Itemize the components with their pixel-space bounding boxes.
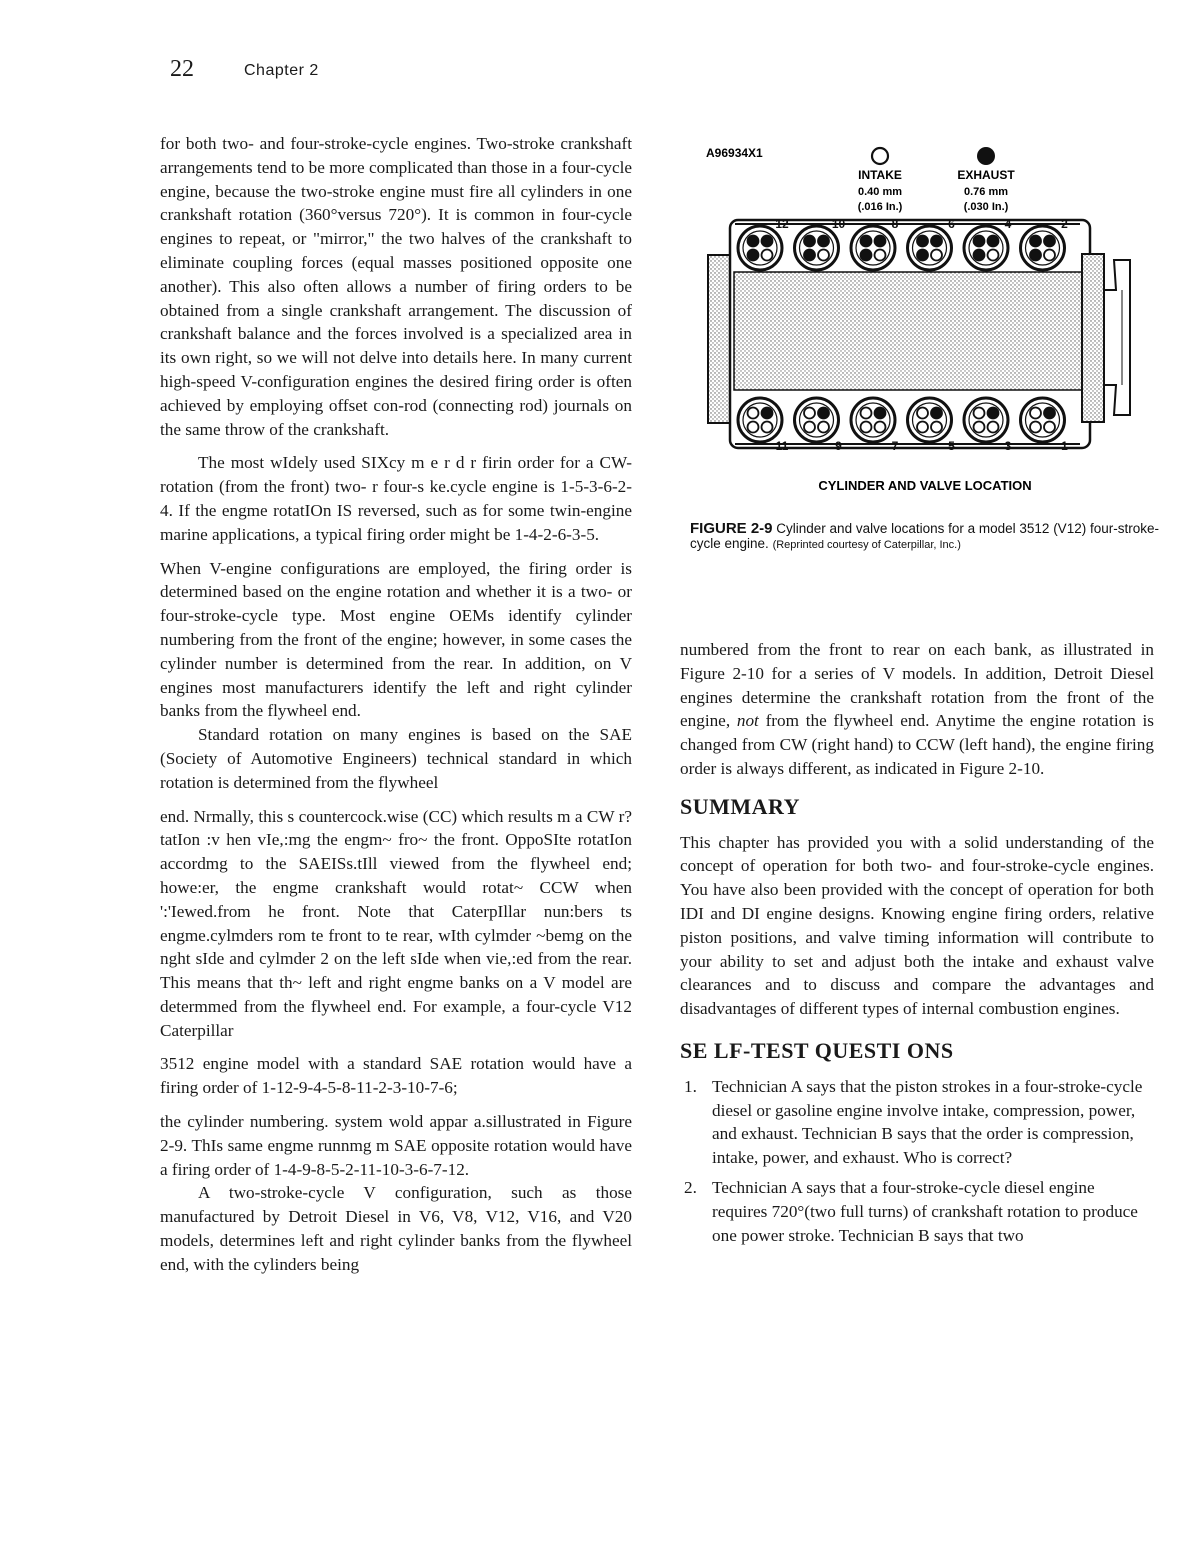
exhaust-valve <box>974 236 985 247</box>
bottom-cylinder-7 <box>851 398 895 442</box>
top-cylinder-number: 10 <box>831 217 846 231</box>
intake-valve <box>1044 250 1055 261</box>
question-item <box>680 1075 1154 1170</box>
exhaust-valve <box>861 236 872 247</box>
right-column <box>680 638 1154 1253</box>
left-paragraph-6: 3512 engine model with a standard SAE rotation would have a firing order of 1-12-9-4-5-8-11-2-3-10-7-6; <box>160 1054 632 1098</box>
exhaust-valve <box>931 236 942 247</box>
exhaust-valve <box>917 236 928 247</box>
left-paragraph-5: end. Nrmally, this s countercock.wise (CC) which results m a CW r?tatIon :v hen vIe,:mg the engm~ fro~ the front. OppoSIte rotatIon accordmg to the SAEISs.tIll viewed from the flywheel end; howe:er, the engme crankshaft would rotat~ CCW when ':'Iewed.from he front. Note that CaterpIllar nun:bers ts engme.cylmders rom te front to te rear, wIth cylmder ~bemg on the nght sIde and cylmder 2 on the left sIde when vie,:ed from the rear. This means that th~ left and right engme banks on a V model are determmed from the flywheel end. For example, a four-cycle V12 Caterpillar <box>160 806 632 1040</box>
top-cylinder-number: 8 <box>891 217 899 231</box>
intake-valve <box>875 422 886 433</box>
figure-2-9 <box>690 140 1160 560</box>
intake-valve <box>861 422 872 433</box>
summary-paragraph: This chapter has provided you with a solid understanding of the concept of operation for both two- and four-stroke-cycle engines. You have also been provided with the concept of operation for both IDI and DI engine designs. Knowing engine firing orders, relative piston positions, and valve timing information will contribute to your ability to set and adjust both the intake and exhaust valve clearances and to discuss and compare the advantages and disadvantages of different types of internal combustion engines. <box>680 832 1154 1019</box>
intake-valve <box>974 422 985 433</box>
intake-valve <box>1030 422 1041 433</box>
intake-valve-legend-icon <box>872 148 888 164</box>
intake-valve <box>917 422 928 433</box>
bottom-cylinder-3 <box>964 398 1008 442</box>
intake-valve <box>861 408 872 419</box>
exhaust-valve-legend-icon <box>977 147 995 165</box>
figure-code: A96934X1 <box>706 146 763 160</box>
right-paragraph-1: numbered from the front to rear on each bank, as illustrated in Figure 2-10 for a series of V models. In addition, Detroit Diesel engines determine the crankshaft rotation from the front of the engine, not from the flywheel end. Anytime the engine rotation is changed from CW (right hand) to CCW (left hand), the engine firing order is always different, as indicated in Figure 2-10. <box>680 640 1154 778</box>
bottom-cylinder-1 <box>1021 398 1065 442</box>
intake-mm: 0.40 mm <box>857 186 903 198</box>
self-test-questions <box>680 1075 1154 1248</box>
exhaust-valve <box>804 236 815 247</box>
intake-valve <box>988 422 999 433</box>
intake-valve <box>931 422 942 433</box>
bottom-cylinder-number: 9 <box>835 439 842 453</box>
exhaust-valve <box>762 408 773 419</box>
left-paragraph-2: The most wIdely used SIXcy m e r d r firin order for a CW-rotation (from the front) two- r four-s ke.cycle engine is 1-5-3-6-2-4. If the engme rotatIOn IS reversed, such as for some twin-engine marine applications, a typical firing order might be 1-4-2-6-3-5. <box>160 453 632 544</box>
top-cylinder-2 <box>1021 226 1065 270</box>
bottom-cylinder-number: 1 <box>1061 439 1068 453</box>
exhaust-valve <box>1044 236 1055 247</box>
bottom-cylinder-number: 5 <box>948 439 955 453</box>
intake-valve <box>1030 408 1041 419</box>
intake-valve <box>762 250 773 261</box>
top-cylinder-number: 6 <box>948 217 955 231</box>
exhaust-valve <box>974 250 985 261</box>
intake-valve <box>974 408 985 419</box>
intake-inches: (.016 In.) <box>857 201 903 213</box>
exhaust-valve <box>1044 408 1055 419</box>
exhaust-valve <box>1030 250 1041 261</box>
exhaust-mm: 0.76 mm <box>963 186 1009 198</box>
exhaust-valve <box>818 236 829 247</box>
exhaust-valve <box>818 408 829 419</box>
flywheel-shaft <box>1104 260 1130 415</box>
crankcase-center <box>734 272 1086 390</box>
exhaust-valve <box>861 250 872 261</box>
exhaust-label: EXHAUST <box>957 168 1015 182</box>
top-cylinder-12 <box>738 226 782 270</box>
question-item <box>680 1176 1154 1247</box>
left-paragraph-8: A two-stroke-cycle V configuration, such as those manufactured by Detroit Diesel in V6, V8, V12, V16, and V20 models, determines left and right cylinder banks from the flywheel end, with the cylinders being <box>160 1183 632 1274</box>
intake-label: INTAKE <box>858 168 902 182</box>
intake-valve <box>917 408 928 419</box>
top-cylinder-4 <box>964 226 1008 270</box>
engine-diagram <box>690 140 1160 510</box>
question-text: Technician A says that a four-stroke-cycle diesel engine requires 720°(two full turns) of crankshaft rotation to produce one power stroke. Technician B says that two <box>712 1177 1138 1245</box>
figure-caption-credit: (Reprinted courtesy of Caterpillar, Inc.) <box>772 539 961 551</box>
self-test-heading: SE LF-TEST QUESTI ONS <box>680 1037 954 1063</box>
question-number: 1. <box>684 1076 697 1096</box>
left-paragraph-7: the cylinder numbering. system wold appar a.sillustrated in Figure 2-9. ThIs same engme runnmg m SAE opposite rotation would have a firing order of 1-4-9-8-5-2-11-10-3-6-7-12. <box>160 1112 632 1179</box>
chapter-label: Chapter 2 <box>244 62 319 79</box>
left-paragraph-1: for both two- and four-stroke-cycle engines. Two-stroke crankshaft arrangements tend to be more complicated than those in a four-cycle engine, because the two-stroke engine must fire all cylinders in one crankshaft rotation (360°versus 720°). It is common in four-cycle engines to repeat, or "mirror," the two halves of the crankshaft to eliminate coupling forces (equal masses positioned opposite one another). This also often allows a number of firing orders to be obtained from a single crankshaft arrangement. The discussion of crankshaft balance and the forces involved is a specialized area in its own right, so we will not delve into details here. In many current high-speed V-configuration engines the desired firing order is often achieved by employing offset con-rod (connecting rod) journals on the same throw of the crankshaft. <box>160 134 632 439</box>
exhaust-valve <box>762 236 773 247</box>
figure-caption <box>690 521 1160 553</box>
bottom-cylinder-number: 3 <box>1004 439 1012 453</box>
left-paragraph-4: Standard rotation on many engines is based on the SAE (Society of Automotive Engineers) technical standard in which rotation is determined from the flywheel <box>160 725 632 792</box>
intake-valve <box>748 408 759 419</box>
question-text: Technician A says that the piston strokes in a four-stroke-cycle diesel or gasoline engine involve intake, compression, power, and exhaust. Technician B says that the order is compression, intake, power, and exhaust. Who is correct? <box>712 1076 1143 1168</box>
exhaust-valve <box>875 408 886 419</box>
intake-valve <box>804 422 815 433</box>
exhaust-valve <box>988 408 999 419</box>
left-column <box>160 132 632 1277</box>
intake-valve <box>931 250 942 261</box>
top-cylinder-6 <box>908 226 952 270</box>
figure-caption-text: Cylinder and valve locations for a model 3512 (V12) four-stroke-cycle engine. <box>690 521 1159 551</box>
intake-valve <box>748 422 759 433</box>
bottom-cylinder-9 <box>795 398 839 442</box>
top-cylinder-number: 12 <box>775 217 789 231</box>
bottom-cylinder-5 <box>908 398 952 442</box>
exhaust-valve <box>1030 236 1041 247</box>
emphasis-not: not <box>736 711 759 731</box>
summary-heading: SUMMARY <box>680 793 801 819</box>
intake-valve <box>988 250 999 261</box>
intake-valve <box>1044 422 1055 433</box>
top-cylinder-10 <box>795 226 839 270</box>
exhaust-inches: (.030 In.) <box>963 201 1009 213</box>
intake-valve <box>818 250 829 261</box>
top-cylinder-number: 2 <box>1061 217 1068 231</box>
rear-housing <box>1082 254 1104 422</box>
bottom-cylinder-11 <box>738 398 782 442</box>
question-number: 2. <box>684 1177 697 1197</box>
left-paragraph-3: When V-engine configurations are employed, the firing order is determined based on the engine rotation and whether it is a two- or four-stroke-cycle type. Most engine OEMs identify cylinder numbering from the front of the engine; however, in some cases the cylinder number is determined from the rear. In addition, on V engines most manufacturers identify the left and right cylinder banks from the flywheel end. <box>160 558 632 721</box>
exhaust-valve <box>988 236 999 247</box>
intake-valve <box>804 408 815 419</box>
exhaust-valve <box>748 236 759 247</box>
top-cylinder-number: 4 <box>1004 217 1012 231</box>
intake-valve <box>818 422 829 433</box>
diagram-title: CYLINDER AND VALVE LOCATION <box>818 478 1032 493</box>
top-cylinder-8 <box>851 226 895 270</box>
intake-valve <box>762 422 773 433</box>
intake-valve <box>875 250 886 261</box>
page-number: 22 <box>170 56 194 82</box>
exhaust-valve <box>804 250 815 261</box>
figure-caption-label: FIGURE 2-9 <box>690 520 773 537</box>
exhaust-valve <box>917 250 928 261</box>
bottom-cylinder-number: 7 <box>891 439 899 453</box>
bottom-cylinder-number: 11 <box>775 439 789 453</box>
exhaust-valve <box>748 250 759 261</box>
exhaust-valve <box>875 236 886 247</box>
exhaust-valve <box>931 408 942 419</box>
